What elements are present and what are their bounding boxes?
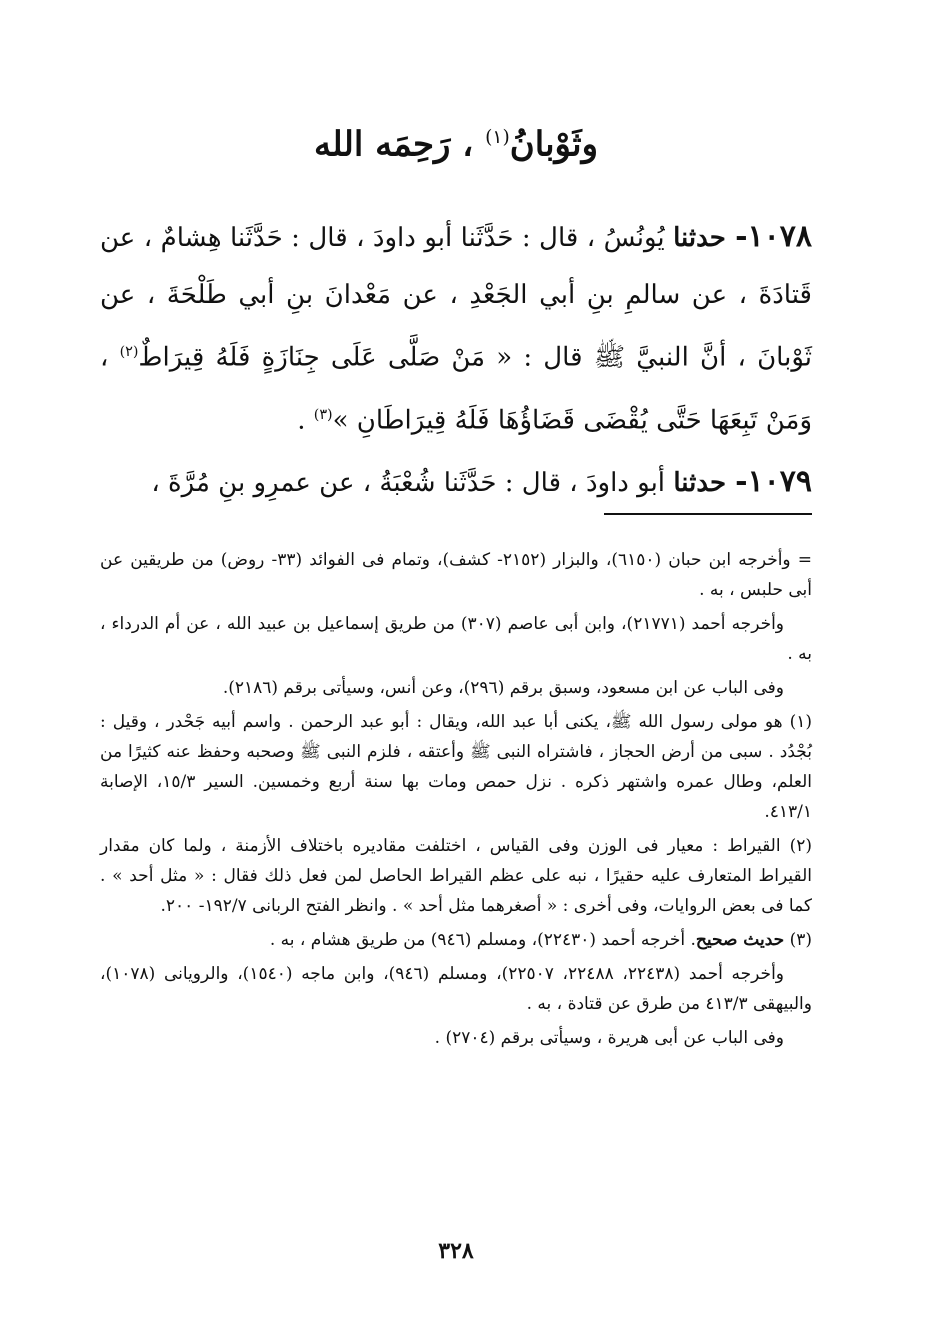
footnote-2: (٢) القيراط : معيار فى الوزن وفى القياس ، اختلفت مقاديره باختلاف الأزمنة ، ولما كان مقدار القيراط المتعارف عليه حقيرًا ، نبه على عظم القيراط الحاصل لمن فعل ذلك فقال : « مثل أحد » . كما فى بعض الروايات، وفى أخرى : « أصغرهما مثل أحد » . وانظر الفتح الربانى ١٩٢/٧- ٢٠٠. — [100, 836, 812, 916]
hadith-number: ١٠٧٩- — [735, 464, 812, 500]
main-text — [100, 208, 812, 516]
hadith-body: يُونُسُ ، قال : حَدَّثَنا أبو داودَ ، قال : حَدَّثَنا هِشامٌ ، عن قَتادَةَ ، عن سالمِ بنِ أبي الجَعْدِ ، عن مَعْدانَ بنِ أبي طَلْحَةَ ، عن ثَوْبانَ ، أنَّ النبيَّ ﷺ قال : « مَنْ صَلَّى عَلَى جِنَازَةٍ فَلَهُ قِيرَاطٌ — [100, 223, 812, 373]
footnote-marker-3: (٣) — [313, 406, 333, 423]
hadith-1079 — [100, 453, 812, 512]
footnote-3-text: . أخرجه أحمد (٢٢٤٣٠)، ومسلم (٩٤٦) من طريق هشام ، به . — [269, 930, 696, 950]
hadith-number: ١٠٧٨- — [735, 219, 812, 254]
footnote-continuation: وأخرجه أحمد (٢١٧٧١)، وابن أبى عاصم (٣٠٧) من طريق إسماعيل بن عبيد الله ، عن أم الدرداء ، به . — [100, 614, 812, 664]
title-text: وثَوْبانُ — [509, 124, 598, 165]
footnote-3-grade: حديث صحيح — [695, 930, 785, 950]
footnote-continuation: وفى الباب عن ابن مسعود، وسبق برقم (٢٩٦)، وعن أنس، وسيأتى برقم (٢١٨٦). — [222, 678, 784, 698]
hadith-lead: حدثنا — [673, 223, 736, 253]
footnote-divider — [604, 513, 812, 515]
hadith-body-cont: ، وَمَنْ تَبِعَهَا حَتَّى يُقْضَى قَضَاؤُهَا فَلَهُ قِيرَاطَانِ » — [100, 342, 812, 436]
footnote-1: (١) هو مولى رسول الله ﷺ، يكنى أبا عبد الله، ويقال : أبو عبد الرحمن . واسم أبيه جَحْدر ، وقيل : بُجْدُد . سبى من أرض الحجاز ، فاشتراه النبى ﷺ وأعتقه ، فلزم النبى ﷺ وصحبه وحفظ عنه كثيرًا من العلم، وطال عمره واشتهر ذكره . نزل حمص ومات بها سنة أربع وخمسين. السير ١٥/٣، الإصابة ٤١٣/١. — [100, 712, 812, 822]
footnote-3-continuation: وفى الباب عن أبى هريرة ، وسيأتى برقم (٢٧٠٤) . — [434, 1028, 784, 1048]
section-title — [100, 108, 812, 174]
footnote-marker-2: (٢) — [119, 344, 139, 360]
footnotes — [100, 545, 812, 1057]
footnote-3 — [100, 925, 812, 955]
hadith-lead: حدثنا — [673, 468, 736, 499]
book-page — [100, 0, 812, 1336]
hadith-1078 — [100, 208, 812, 449]
page-number: ٣٢٨ — [438, 1238, 474, 1264]
hadith-end: . — [297, 405, 314, 436]
hadith-body: أبو داودَ ، قال : حَدَّثَنا شُعْبَةُ ، عن عمرِو بنِ مُرَّةَ ، — [151, 468, 674, 499]
footnote-3-label: (٣) — [784, 930, 812, 950]
footnote-continuation: = وأخرجه ابن حبان (٦١٥٠)، والبزار (٢١٥٢- كشف)، وتمام فى الفوائد (٣٣- روض) من طريقين عن أبى حلبس ، به . — [100, 550, 812, 600]
footnote-3-continuation: وأخرجه أحمد (٢٢٤٣٨، ٢٢٤٨٨، ٢٢٥٠٧)، ومسلم (٩٤٦)، وابن ماجه (١٥٤٠)، والرويانى (١٠٧٨)، والبيهقى ٤١٣/٣ من طرق عن قتادة ، به . — [100, 964, 812, 1014]
footnote-marker-1: (١) — [485, 127, 510, 148]
title-suffix: ، رَحِمَه الله — [314, 124, 486, 165]
